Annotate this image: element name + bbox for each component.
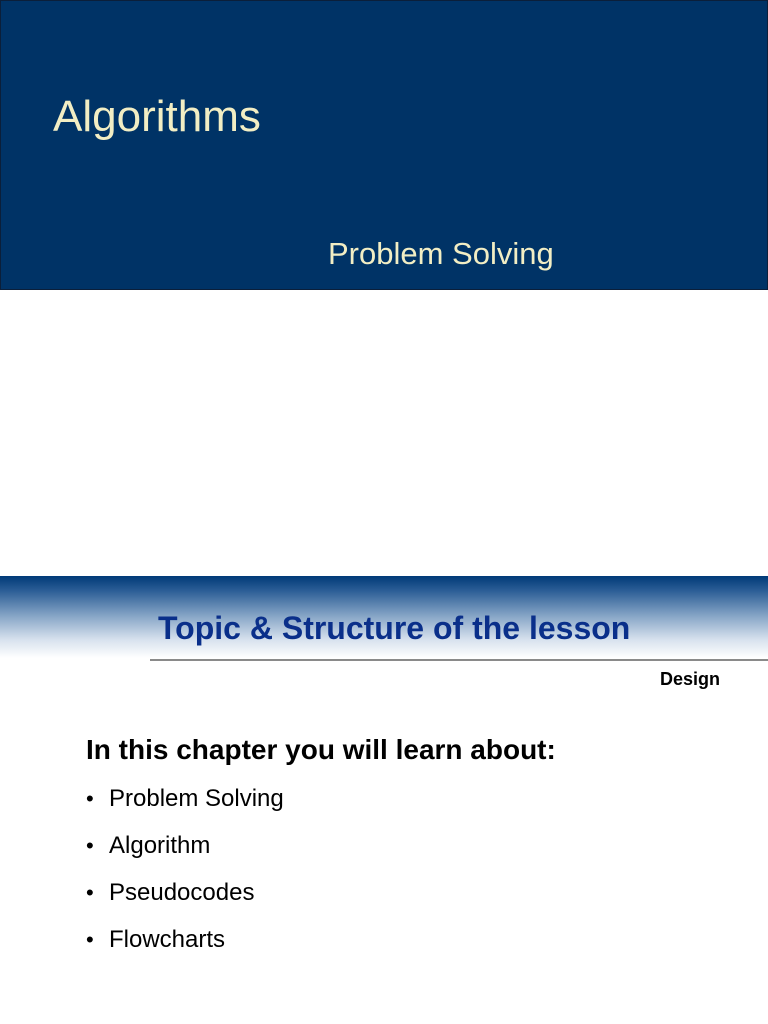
content-heading: In this chapter you will learn about: bbox=[86, 734, 556, 765]
title-divider bbox=[150, 659, 768, 661]
bullet-icon: • bbox=[86, 833, 94, 858]
bullet-icon: • bbox=[86, 880, 94, 905]
list-item-text: Pseudocodes bbox=[109, 879, 255, 906]
content-slide bbox=[0, 576, 768, 1024]
bullet-icon: • bbox=[86, 786, 94, 811]
list-item-text: Problem Solving bbox=[109, 785, 284, 812]
bullet-icon: • bbox=[86, 927, 94, 952]
slide-subtitle: Problem Solving bbox=[328, 236, 554, 271]
list-item-text: Algorithm bbox=[109, 832, 211, 859]
title-slide bbox=[0, 0, 768, 290]
section-tag: Design bbox=[659, 669, 720, 689]
slide-title: Algorithms bbox=[53, 92, 261, 141]
list-item-text: Flowcharts bbox=[109, 926, 226, 953]
slide-title: Topic & Structure of the lesson bbox=[158, 610, 631, 646]
